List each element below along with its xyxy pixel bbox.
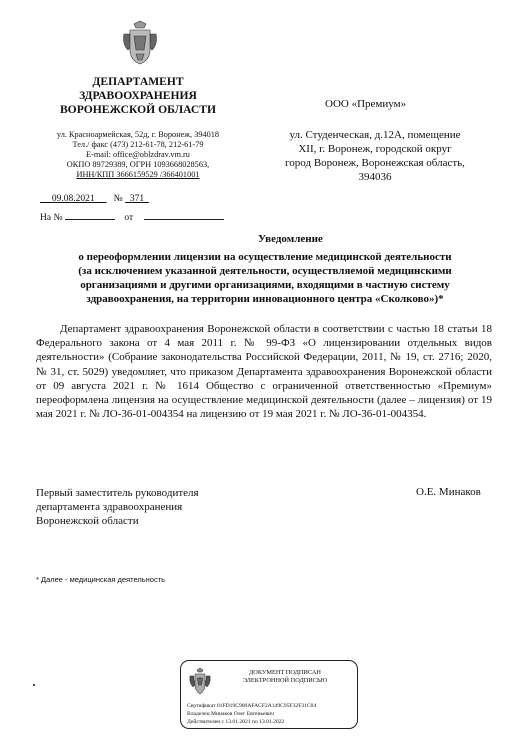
body-paragraph: Департамент здравоохранения Воронежской области в соответствии с частью 18 статьи 18 Федерального закона от 4 мая 2011 г. № 99-ФЗ «О лицензировании отдельных видов деятельности» (Собрание законодательства Российской Федерации, 2011, № 19, ст. 2716; 2020, № 31, ст. 5029) уведомляет, что приказом Департамента здравоохранения Воронежской области от 09 августа 2021 г. № 1614 Общество с ограниченной ответственностью «Премиум» переоформлена лицензия на осуществление медицинской деятельности (далее – лицензия) от 19 мая 2021 г. № ЛО-36-01-004354 на лицензию от 19 мая 2021 г. № ЛО-36-01-004354. (36, 323, 492, 421)
document-subject (30, 250, 500, 306)
reference-line (40, 213, 224, 223)
stamp-certificate: Сертификат 01FD19C900AFACF2A149C95F32F31C04 (187, 703, 317, 709)
subject-line: (за исключением указанной деятельности, осуществляемой медицинскими (78, 265, 452, 277)
position-line: Первый заместитель руководителя (36, 487, 199, 499)
stamp-owner: Владелец Минаков Олег Евгеньевич (187, 711, 274, 717)
signatory-position (36, 486, 199, 528)
department-name (38, 75, 238, 117)
recipient-address-line: 394036 (358, 171, 392, 183)
stamp-validity: Действителен с 13.01.2021 по 13.01.2022 (187, 719, 285, 725)
stamp-title-line: ДОКУМЕНТ ПОДПИСАН (249, 669, 321, 676)
footnote: * Далее - медицинская деятельность (36, 575, 166, 584)
recipient-address-line: XII, г. Воронеж, городской округ (298, 143, 452, 155)
stamp-title (219, 669, 351, 685)
recipient-address-line: город Воронеж, Воронежская область, (285, 157, 465, 169)
document-body (36, 322, 492, 421)
subject-line: здравоохранения, на территории инновационного центра «Сколково»)* (86, 293, 444, 305)
subject-line: организациями и другими организациями, входящими в частную систему (80, 279, 450, 291)
position-line: департамента здравоохранения (36, 501, 183, 513)
subject-line: о переоформлении лицензии на осуществление медицинской деятельности (78, 251, 452, 263)
dept-line: ДЕПАРТАМЕНТ (92, 75, 184, 88)
dept-phone: Тел./ факс (473) 212-61-78, 212-61-79 (72, 140, 204, 149)
coat-of-arms-icon (120, 20, 160, 68)
recipient-address (270, 128, 480, 184)
stamp-title-line: ЭЛЕКТРОННОЙ ПОДПИСЬЮ (242, 677, 328, 684)
ref-from-label: от (124, 213, 134, 223)
russian-coat-of-arms-icon (189, 668, 211, 696)
stamp-details (187, 702, 357, 726)
dept-email: E-mail: office@oblzdrav.vm.ru (86, 150, 190, 159)
recipient-address-line: ул. Студенческая, д.12А, помещение (289, 129, 461, 141)
position-line: Воронежской области (36, 515, 139, 527)
department-contacts (38, 130, 238, 180)
recipient-name: ООО «Премиум» (325, 98, 407, 110)
signatory-name: О.Е. Минаков (416, 486, 481, 498)
ref-label: На № (40, 213, 63, 223)
number-label: № (113, 194, 123, 204)
document-title: Уведомление (258, 233, 323, 245)
dept-line: ЗДРАВООХРАНЕНИЯ (79, 89, 197, 102)
dept-address: ул. Красноармейская, 52д, г. Воронеж, 394018 (56, 130, 220, 139)
registration-date: 09.08.2021 (51, 194, 95, 204)
dept-line: ВОРОНЕЖСКОЙ ОБЛАСТИ (59, 103, 217, 116)
registration-number: 371 (129, 194, 145, 204)
registration-line (40, 194, 149, 204)
dept-okpo: ОКПО 89729389, ОГРН 1093668028563, (66, 160, 210, 169)
dept-inn: ИНН/КПП 3666159529 /366401001 (76, 170, 200, 179)
e-signature-stamp (180, 660, 358, 729)
divider-dot (33, 684, 35, 686)
